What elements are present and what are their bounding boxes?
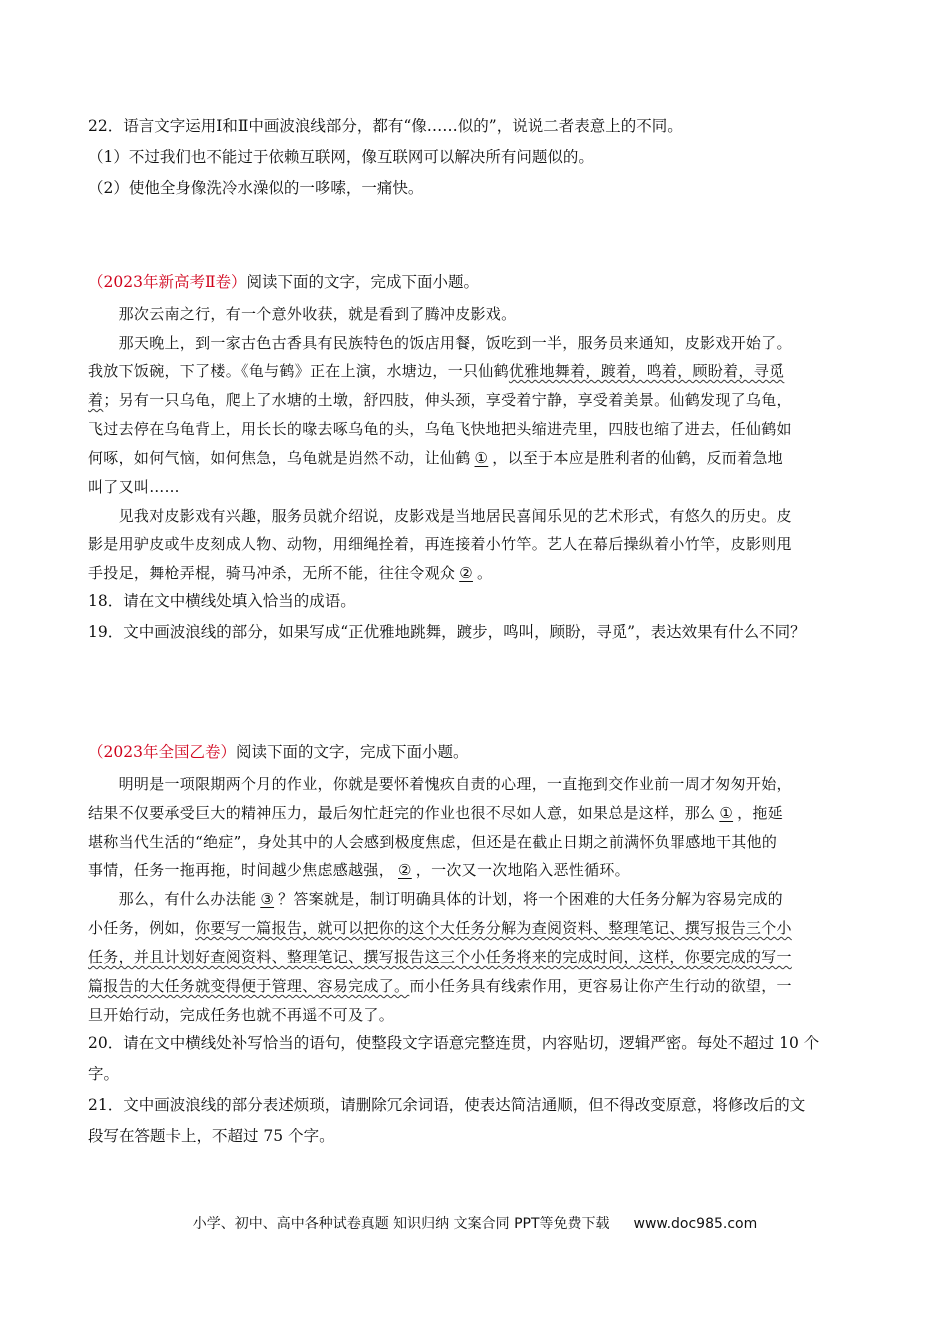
passage-2-line: 小任务，例如，你要写一篇报告，就可以把你的这个大任务分解为查阅资料、整理笔记、撰写报告三个小: [88, 919, 792, 937]
passage-1-line: 见我对皮影戏有兴趣，服务员就介绍说，皮影戏是当地居民喜闻乐见的艺术形式，有悠久的历史。皮: [88, 507, 792, 525]
wavy-underline-text: 优雅地舞着，踱着，鸣着，顾盼着，寻觅: [508, 362, 785, 380]
passage-2-instruction: 阅读下面的文字，完成下面小题。: [235, 743, 469, 761]
passage-1-line: 那天晚上，到一家古色古香具有民族特色的饭店用餐，饭吃到一半，服务员来通知，皮影戏开始了。: [88, 334, 792, 352]
question-21-cont: 段写在答题卡上，不超过 75 个字。: [88, 1127, 335, 1145]
passage-2-line: 旦开始行动，完成任务也就不再遥不可及了。: [88, 1006, 395, 1024]
passage-1-line: 我放下饭碗，下了楼。《龟与鹤》正在上演，水塘边，一只仙鹤优雅地舞着，踱着，鸣着，顾盼着，寻觅: [88, 362, 785, 380]
passage-2-line: 那么，有什么办法能 ③ ？答案就是，制订明确具体的计划，将一个困难的大任务分解为容易完成的: [88, 890, 783, 908]
question-22: 22．语言文字运用Ⅰ和Ⅱ中画波浪线部分，都有“像……似的”，说说二者表意上的不同。: [88, 117, 683, 135]
blank-1: ①: [719, 804, 734, 822]
question-21: 21．文中画波浪线的部分表述烦琐，请删除冗余词语，使表达简洁通顺，但不得改变原意，将修改后的文: [88, 1096, 806, 1114]
wavy-underline-text: 你要写一篇报告，就可以把你的这个大任务分解为查阅资料、整理笔记、撰写报告三个小: [195, 919, 792, 937]
question-19: 19．文中画波浪线的部分，如果写成“正优雅地跳舞，踱步，鸣叫，顾盼，寻觅”，表达效果有什么不同？: [88, 623, 806, 641]
blank-2: ②: [398, 861, 412, 879]
passage-1-line: 着；另有一只乌龟，爬上了水塘的土墩，舒四肢，伸头颈，享受着宁静，享受着美景。仙鹤发现了乌龟，: [88, 391, 792, 409]
question-22-item-1: （1）不过我们也不能过于依赖互联网，像互联网可以解决所有问题似的。: [88, 148, 594, 166]
question-22-item-2: （2）使他全身像洗冷水澡似的一哆嗦，一痛快。: [88, 179, 424, 197]
passage-1-line: 何啄，如何气恼，如何焦急，乌龟就是岿然不动，让仙鹤 ① ，以至于本应是胜利者的仙鹤，反而着急地: [88, 449, 783, 467]
passage-1-line: 那次云南之行，有一个意外收获，就是看到了腾冲皮影戏。: [88, 305, 517, 323]
passage-1-line: 影是用驴皮或牛皮刻成人物、动物，用细绳拴着，再连接着小竹竿。艺人在幕后操纵着小竹竿，皮影则甩: [88, 535, 792, 553]
passage-2-header: [88, 742, 468, 762]
blank-3: ③: [260, 890, 275, 908]
footer-url[interactable]: www.doc985.com: [633, 1216, 758, 1232]
wavy-underline-text: 篇报告的大任务就变得便于管理、容易完成了。: [88, 977, 410, 995]
passage-2-line: 结果不仅要承受巨大的精神压力，最后匆忙赶完的作业也很不尽如人意，如果总是这样，那么 ① ，拖延: [88, 804, 783, 822]
passage-1-line: 手投足，舞枪弄棍，骑马冲杀，无所不能，往往令观众 ② 。: [88, 564, 493, 582]
passage-1-header: [88, 272, 479, 292]
blank-1: ①: [474, 449, 489, 467]
footer-text: 小学、初中、高中各种试卷真题 知识归纳 文案合同 PPT等免费下载: [192, 1216, 610, 1232]
passage-2-line: [88, 946, 866, 967]
passage-2-line: 篇报告的大任务就变得便于管理、容易完成了。而小任务具有线索作用，更容易让你产生行动的欲望，一: [88, 977, 792, 995]
passage-2-line: 事情，任务一拖再拖，时间越少焦虑感越强， ② ，一次又一次地陷入恶性循环。: [88, 861, 630, 879]
blank-2: ②: [459, 564, 473, 582]
passage-1-line: 叫了又叫……: [88, 478, 180, 496]
passage-2-source: （2023年全国乙卷）: [88, 743, 236, 761]
passage-1-instruction: 阅读下面的文字，完成下面小题。: [246, 273, 479, 291]
passage-1-line: 飞过去停在乌龟背上，用长长的喙去啄乌龟的头，乌龟飞快地把头缩进壳里，四肢也缩了进去，任仙鹤如: [88, 420, 792, 438]
wavy-underline-text: 着: [88, 391, 104, 409]
question-20: 20．请在文中横线处补写恰当的语句，使整段文字语意完整连贯，内容贴切，逻辑严密。每处不超过 10 个: [88, 1034, 820, 1052]
passage-2-line: 明明是一项限期两个月的作业，你就是要怀着愧疚自责的心理，一直拖到交作业前一周才匆匆开始，: [88, 775, 792, 793]
question-18: 18．请在文中横线处填入恰当的成语。: [88, 592, 356, 610]
page-footer: [0, 1213, 950, 1233]
question-20-cont: 字。: [88, 1065, 120, 1083]
passage-1-source: （2023年新高考Ⅱ卷）: [88, 273, 247, 291]
wavy-underline-text: 任务，并且计划好查阅资料、整理笔记、撰写报告这三个小任务将来的完成时间，这样，你要完成的写一: [88, 948, 792, 966]
passage-2-line: 堪称当代生活的“绝症”，身处其中的人会感到极度焦虑，但还是在截止日期之前满怀负罪感地干其他的: [88, 833, 778, 851]
